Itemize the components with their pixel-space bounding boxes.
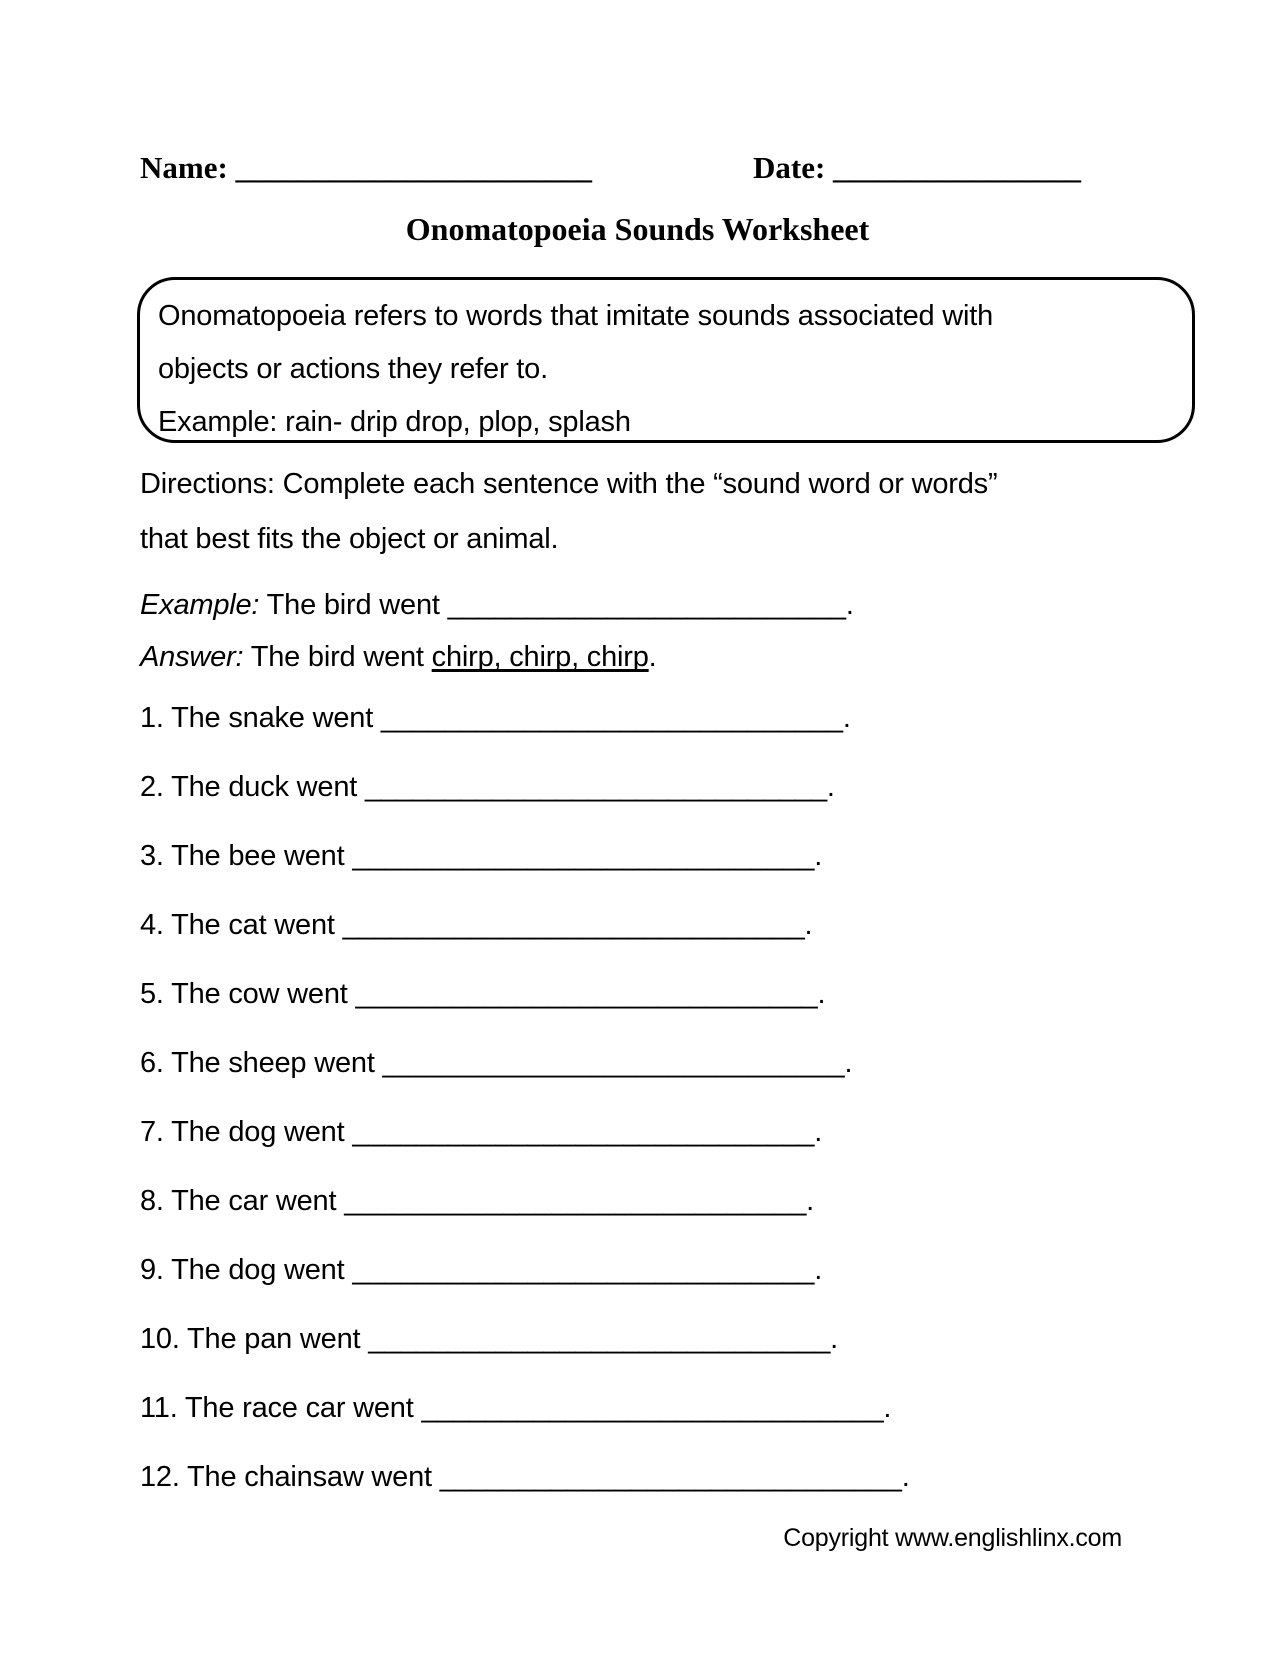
- definition-line-1: Onomatopoeia refers to words that imitate sounds associated with: [158, 300, 994, 332]
- date-label: Date:: [753, 150, 826, 185]
- worksheet-item: [140, 1255, 910, 1285]
- item-blank-line: _____________________________: [368, 1323, 831, 1355]
- worksheet-item: [140, 979, 910, 1009]
- copyright-text: Copyright www.englishlinx.com: [783, 1524, 1122, 1552]
- worksheet-item: [140, 703, 910, 733]
- item-blank-line: _____________________________: [352, 1116, 815, 1148]
- item-blank-line: _____________________________: [352, 1254, 815, 1286]
- name-blank-line: _______________________: [235, 150, 593, 185]
- item-text: 7. The dog went: [140, 1116, 353, 1148]
- example-text: The bird went: [259, 589, 448, 621]
- item-blank-line: _____________________________: [364, 771, 827, 803]
- item-blank-line: _____________________________: [355, 978, 818, 1010]
- definition-box: [137, 277, 1195, 443]
- item-period: .: [830, 1323, 839, 1355]
- item-text: 12. The chainsaw went: [140, 1461, 440, 1493]
- item-blank-line: _____________________________: [352, 840, 815, 872]
- directions-line-2: that best fits the object or animal.: [140, 523, 559, 555]
- item-blank-line: _____________________________: [439, 1461, 902, 1493]
- item-period: .: [814, 1116, 823, 1148]
- item-blank-line: _____________________________: [421, 1392, 884, 1424]
- worksheet-items: [140, 703, 910, 1531]
- item-period: .: [844, 1047, 853, 1079]
- date-field-row: [753, 150, 1081, 186]
- name-label: Name:: [140, 150, 228, 185]
- item-period: .: [814, 840, 823, 872]
- worksheet-item: [140, 1393, 910, 1423]
- item-text: 8. The car went: [140, 1185, 345, 1217]
- item-text: 11. The race car went: [140, 1392, 422, 1424]
- item-text: 9. The dog went: [140, 1254, 353, 1286]
- answer-text: The bird went: [243, 641, 432, 673]
- example-line: [140, 589, 854, 621]
- item-period: .: [901, 1461, 910, 1493]
- worksheet-item: [140, 1048, 910, 1078]
- item-period: .: [817, 978, 826, 1010]
- directions-line-1: Directions: Complete each sentence with the “sound word or words”: [140, 468, 998, 500]
- item-text: 2. The duck went: [140, 771, 365, 803]
- item-text: 6. The sheep went: [140, 1047, 383, 1079]
- item-text: 1. The snake went: [140, 702, 381, 734]
- example-period: .: [845, 589, 854, 621]
- example-label: Example:: [140, 589, 260, 621]
- answer-label: Answer:: [140, 641, 244, 673]
- item-text: 3. The bee went: [140, 840, 353, 872]
- answer-line: [140, 641, 657, 673]
- worksheet-item: [140, 1186, 910, 1216]
- worksheet-item: [140, 910, 910, 940]
- answer-underlined-word: chirp, chirp, chirp: [431, 641, 649, 673]
- definition-line-2: objects or actions they refer to.: [158, 353, 548, 385]
- item-period: .: [804, 909, 813, 941]
- worksheet-item: [140, 1117, 910, 1147]
- item-text: 5. The cow went: [140, 978, 356, 1010]
- worksheet-item: [140, 1324, 910, 1354]
- worksheet-item: [140, 841, 910, 871]
- item-blank-line: _____________________________: [342, 909, 805, 941]
- answer-period: .: [648, 641, 657, 673]
- example-blank-line: _________________________: [447, 589, 846, 621]
- item-period: .: [806, 1185, 815, 1217]
- date-blank-line: ________________: [833, 150, 1082, 185]
- item-period: .: [814, 1254, 823, 1286]
- item-period: .: [826, 771, 835, 803]
- name-field-row: [140, 150, 592, 186]
- item-blank-line: _____________________________: [380, 702, 843, 734]
- item-blank-line: _____________________________: [344, 1185, 807, 1217]
- worksheet-item: [140, 772, 910, 802]
- item-text: 4. The cat went: [140, 909, 343, 941]
- item-period: .: [842, 702, 851, 734]
- page-title: Onomatopoeia Sounds Worksheet: [405, 211, 870, 247]
- item-period: .: [883, 1392, 892, 1424]
- item-text: 10. The pan went: [140, 1323, 369, 1355]
- worksheet-item: [140, 1462, 910, 1492]
- item-blank-line: _____________________________: [382, 1047, 845, 1079]
- definition-line-3: Example: rain- drip drop, plop, splash: [158, 406, 631, 438]
- directions: [140, 457, 997, 567]
